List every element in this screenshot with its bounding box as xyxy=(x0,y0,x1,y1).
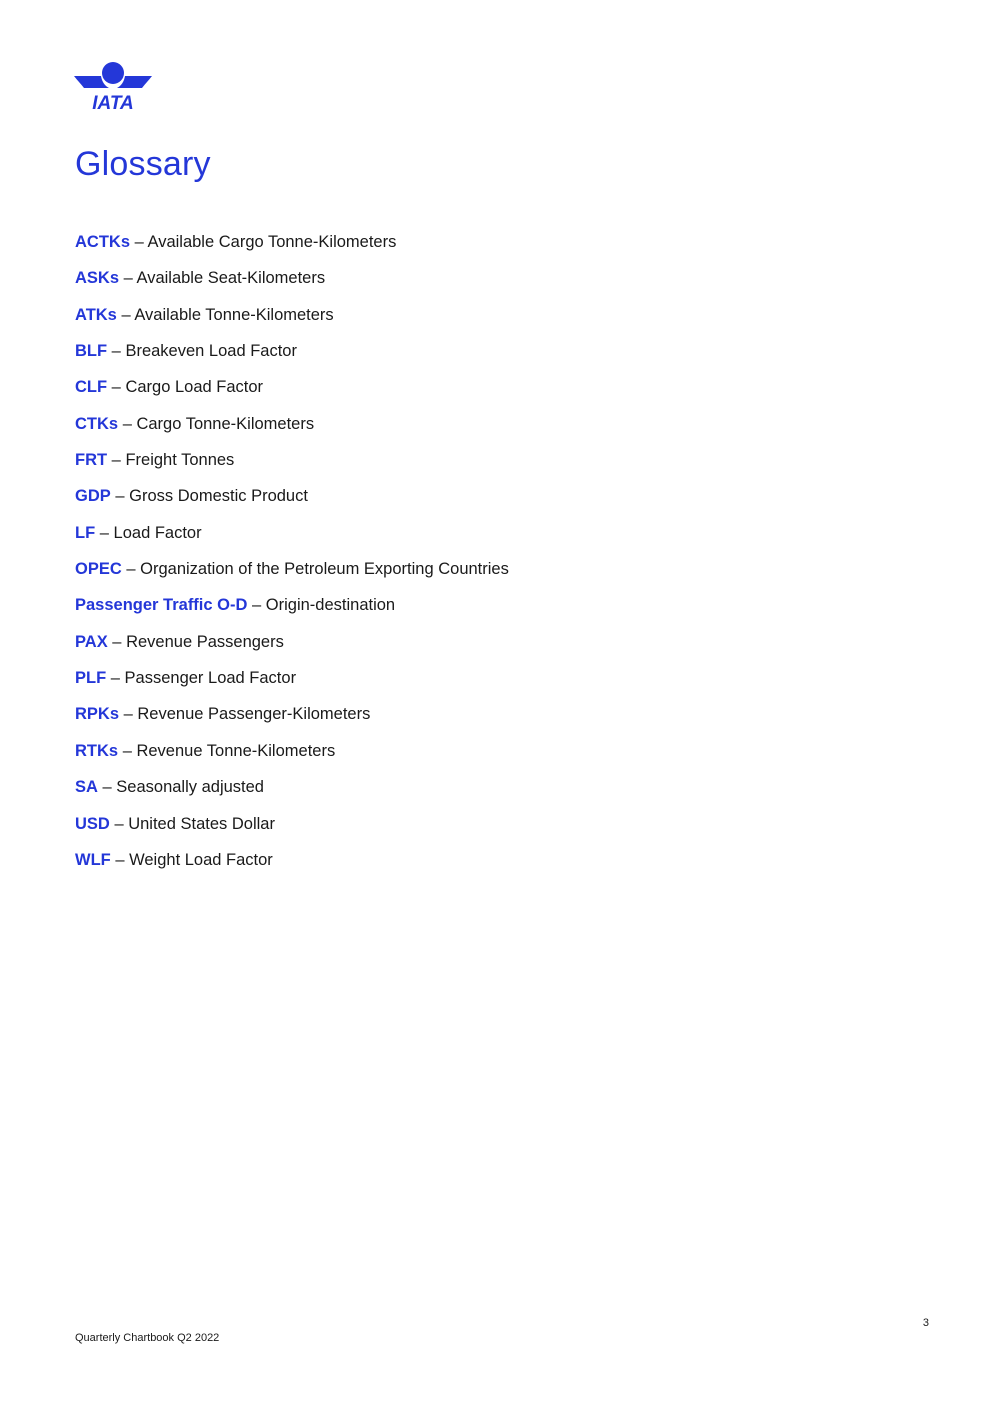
glossary-term: PLF xyxy=(75,669,107,688)
glossary-term: BLF xyxy=(75,342,108,361)
glossary-item xyxy=(75,484,509,520)
glossary-separator: – xyxy=(112,632,122,651)
glossary-separator: – xyxy=(122,741,132,760)
glossary-separator: – xyxy=(114,814,124,833)
glossary-item xyxy=(75,375,509,411)
glossary-definition: Available Cargo Tonne-Kilometers xyxy=(147,233,397,251)
glossary-separator: – xyxy=(123,705,133,724)
glossary-definition: Revenue Tonne-Kilometers xyxy=(136,741,336,760)
glossary-definition: Load Factor xyxy=(113,523,202,542)
glossary-definition: Cargo Tonne-Kilometers xyxy=(136,414,315,433)
glossary-separator: – xyxy=(111,378,121,397)
glossary-term: WLF xyxy=(75,850,111,869)
glossary-item xyxy=(75,448,509,484)
glossary-term: USD xyxy=(75,814,110,833)
glossary-item xyxy=(75,812,509,848)
glossary-definition: United States Dollar xyxy=(128,814,275,833)
glossary-separator: – xyxy=(134,233,144,251)
glossary-item xyxy=(75,521,509,557)
glossary-term: ATKs xyxy=(75,305,117,324)
glossary-definition: Passenger Load Factor xyxy=(124,669,297,688)
glossary-item xyxy=(75,339,509,375)
glossary-definition: Available Seat-Kilometers xyxy=(136,269,326,288)
glossary-item xyxy=(75,412,509,448)
logo-wordmark: IATA xyxy=(92,93,134,112)
glossary-definition: Seasonally adjusted xyxy=(116,778,264,797)
glossary-definition: Freight Tonnes xyxy=(125,451,235,470)
glossary-item xyxy=(75,775,509,811)
footer-document-name: Quarterly Chartbook Q2 2022 xyxy=(75,1332,220,1344)
glossary-term: CLF xyxy=(75,378,108,397)
glossary-separator: – xyxy=(122,414,132,433)
glossary-term: SA xyxy=(75,778,98,797)
glossary-term: ASKs xyxy=(75,269,120,288)
glossary-separator: – xyxy=(99,523,109,542)
page-number: 3 xyxy=(922,1317,929,1329)
glossary-item xyxy=(75,739,509,775)
glossary-term: OPEC xyxy=(75,560,122,579)
glossary-item xyxy=(75,266,509,302)
glossary-term: FRT xyxy=(75,451,108,470)
glossary-definition: Weight Load Factor xyxy=(129,850,273,869)
glossary-separator: – xyxy=(115,487,125,506)
glossary-definition: Breakeven Load Factor xyxy=(125,342,297,361)
glossary-separator: – xyxy=(121,305,131,324)
glossary-item xyxy=(75,230,509,266)
glossary-separator: – xyxy=(252,596,262,615)
glossary-definition: Revenue Passengers xyxy=(126,632,284,651)
glossary-item xyxy=(75,303,509,339)
glossary-definition: Gross Domestic Product xyxy=(129,487,308,506)
glossary-separator: – xyxy=(126,560,136,579)
glossary-term: RPKs xyxy=(75,705,120,724)
glossary-item xyxy=(75,593,509,629)
glossary-definition: Revenue Passenger-Kilometers xyxy=(137,705,371,724)
glossary-separator: – xyxy=(102,778,112,797)
glossary-item xyxy=(75,630,509,666)
page-title: Glossary xyxy=(75,145,211,183)
glossary-separator: – xyxy=(111,451,121,470)
glossary-item xyxy=(75,848,509,884)
glossary-item xyxy=(75,702,509,738)
glossary-term: PAX xyxy=(75,632,108,651)
glossary-separator: – xyxy=(115,850,125,869)
glossary-definition: Origin-destination xyxy=(265,596,396,615)
glossary-term: CTKs xyxy=(75,414,119,433)
iata-logo xyxy=(74,60,152,112)
glossary-definition: Organization of the Petroleum Exporting Countries xyxy=(140,560,509,579)
glossary-term: LF xyxy=(75,523,96,542)
glossary-term: RTKs xyxy=(75,741,119,760)
glossary-term: Passenger Traffic O-D xyxy=(75,596,248,615)
glossary-definition: Available Tonne-Kilometers xyxy=(134,305,334,324)
glossary-separator: – xyxy=(110,669,120,688)
glossary-list xyxy=(75,230,509,884)
glossary-separator: – xyxy=(123,269,133,288)
glossary-definition: Cargo Load Factor xyxy=(125,378,264,397)
glossary-separator: – xyxy=(111,342,121,361)
glossary-item xyxy=(75,557,509,593)
glossary-term: GDP xyxy=(75,487,111,506)
glossary-term: ACTKs xyxy=(75,233,131,251)
glossary-item xyxy=(75,666,509,702)
